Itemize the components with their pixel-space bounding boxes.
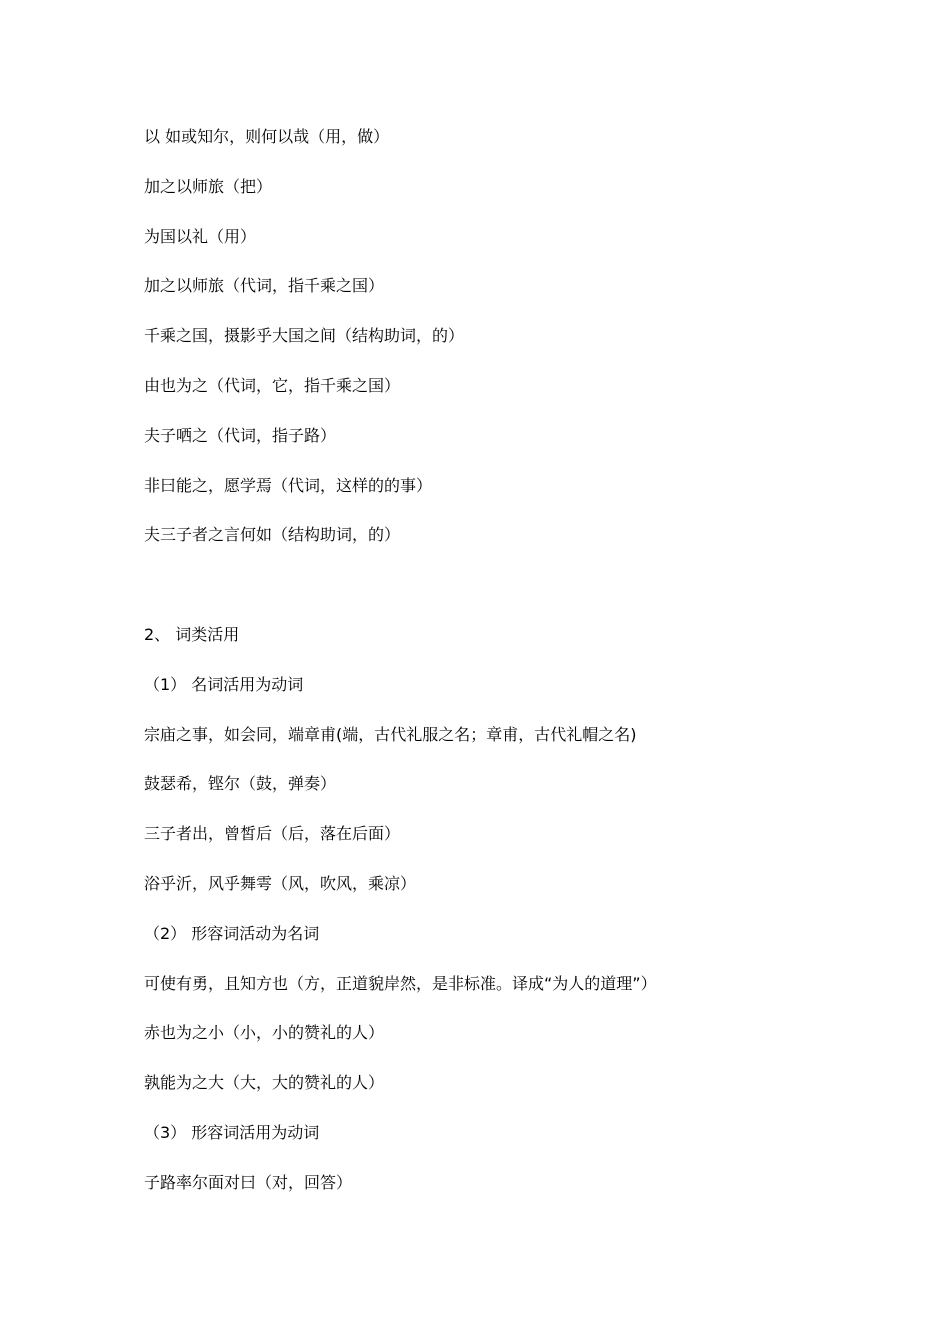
text-line: 子路率尔面对曰（对，回答） [144,1172,353,1192]
text-line: 由也为之（代词，它，指千乘之国） [144,375,401,395]
document-body [144,124,844,1220]
text-line: 浴乎沂，风乎舞雩（风，吹风，乘凉） [144,873,417,893]
text-line: 孰能为之大（大，大的赞礼的人） [144,1073,385,1093]
text-line: 加之以师旅（把） [144,176,273,196]
text-line: 以 如或知尔，则何以哉（用，做） [144,127,390,146]
text-line: 鼓瑟希，铿尔（鼓，弹奏） [144,774,337,794]
subsection-heading: （1） 名词活用为动词 [144,674,304,694]
text-line: 加之以师旅（代词，指千乘之国） [144,276,385,296]
section-heading: 2、 词类活用 [144,624,240,644]
subsection-heading: （2） 形容词活动为名词 [144,923,320,943]
text-line: 为国以礼（用） [144,226,257,246]
text-line: 千乘之国，摄影乎大国之间（结构助词，的） [144,326,465,346]
text-line: 夫三子者之言何如（结构助词，的） [144,525,401,545]
blank-line [144,572,844,622]
text-line: 三子者出，曾皙后（后，落在后面） [144,824,401,844]
text-line: 非曰能之，愿学焉（代词，这样的的事） [144,475,433,495]
subsection-heading: （3） 形容词活用为动词 [144,1122,320,1142]
text-line: 宗庙之事，如会同，端章甫(端，古代礼服之名；章甫，古代礼帽之名) [144,724,637,744]
text-line: 赤也为之小（小，小的赞礼的人） [144,1023,385,1043]
text-line: 夫子哂之（代词，指子路） [144,425,337,445]
text-line: 可使有勇，且知方也（方，正道貌岸然，是非标准。译成“为人的道理”） [144,973,657,993]
